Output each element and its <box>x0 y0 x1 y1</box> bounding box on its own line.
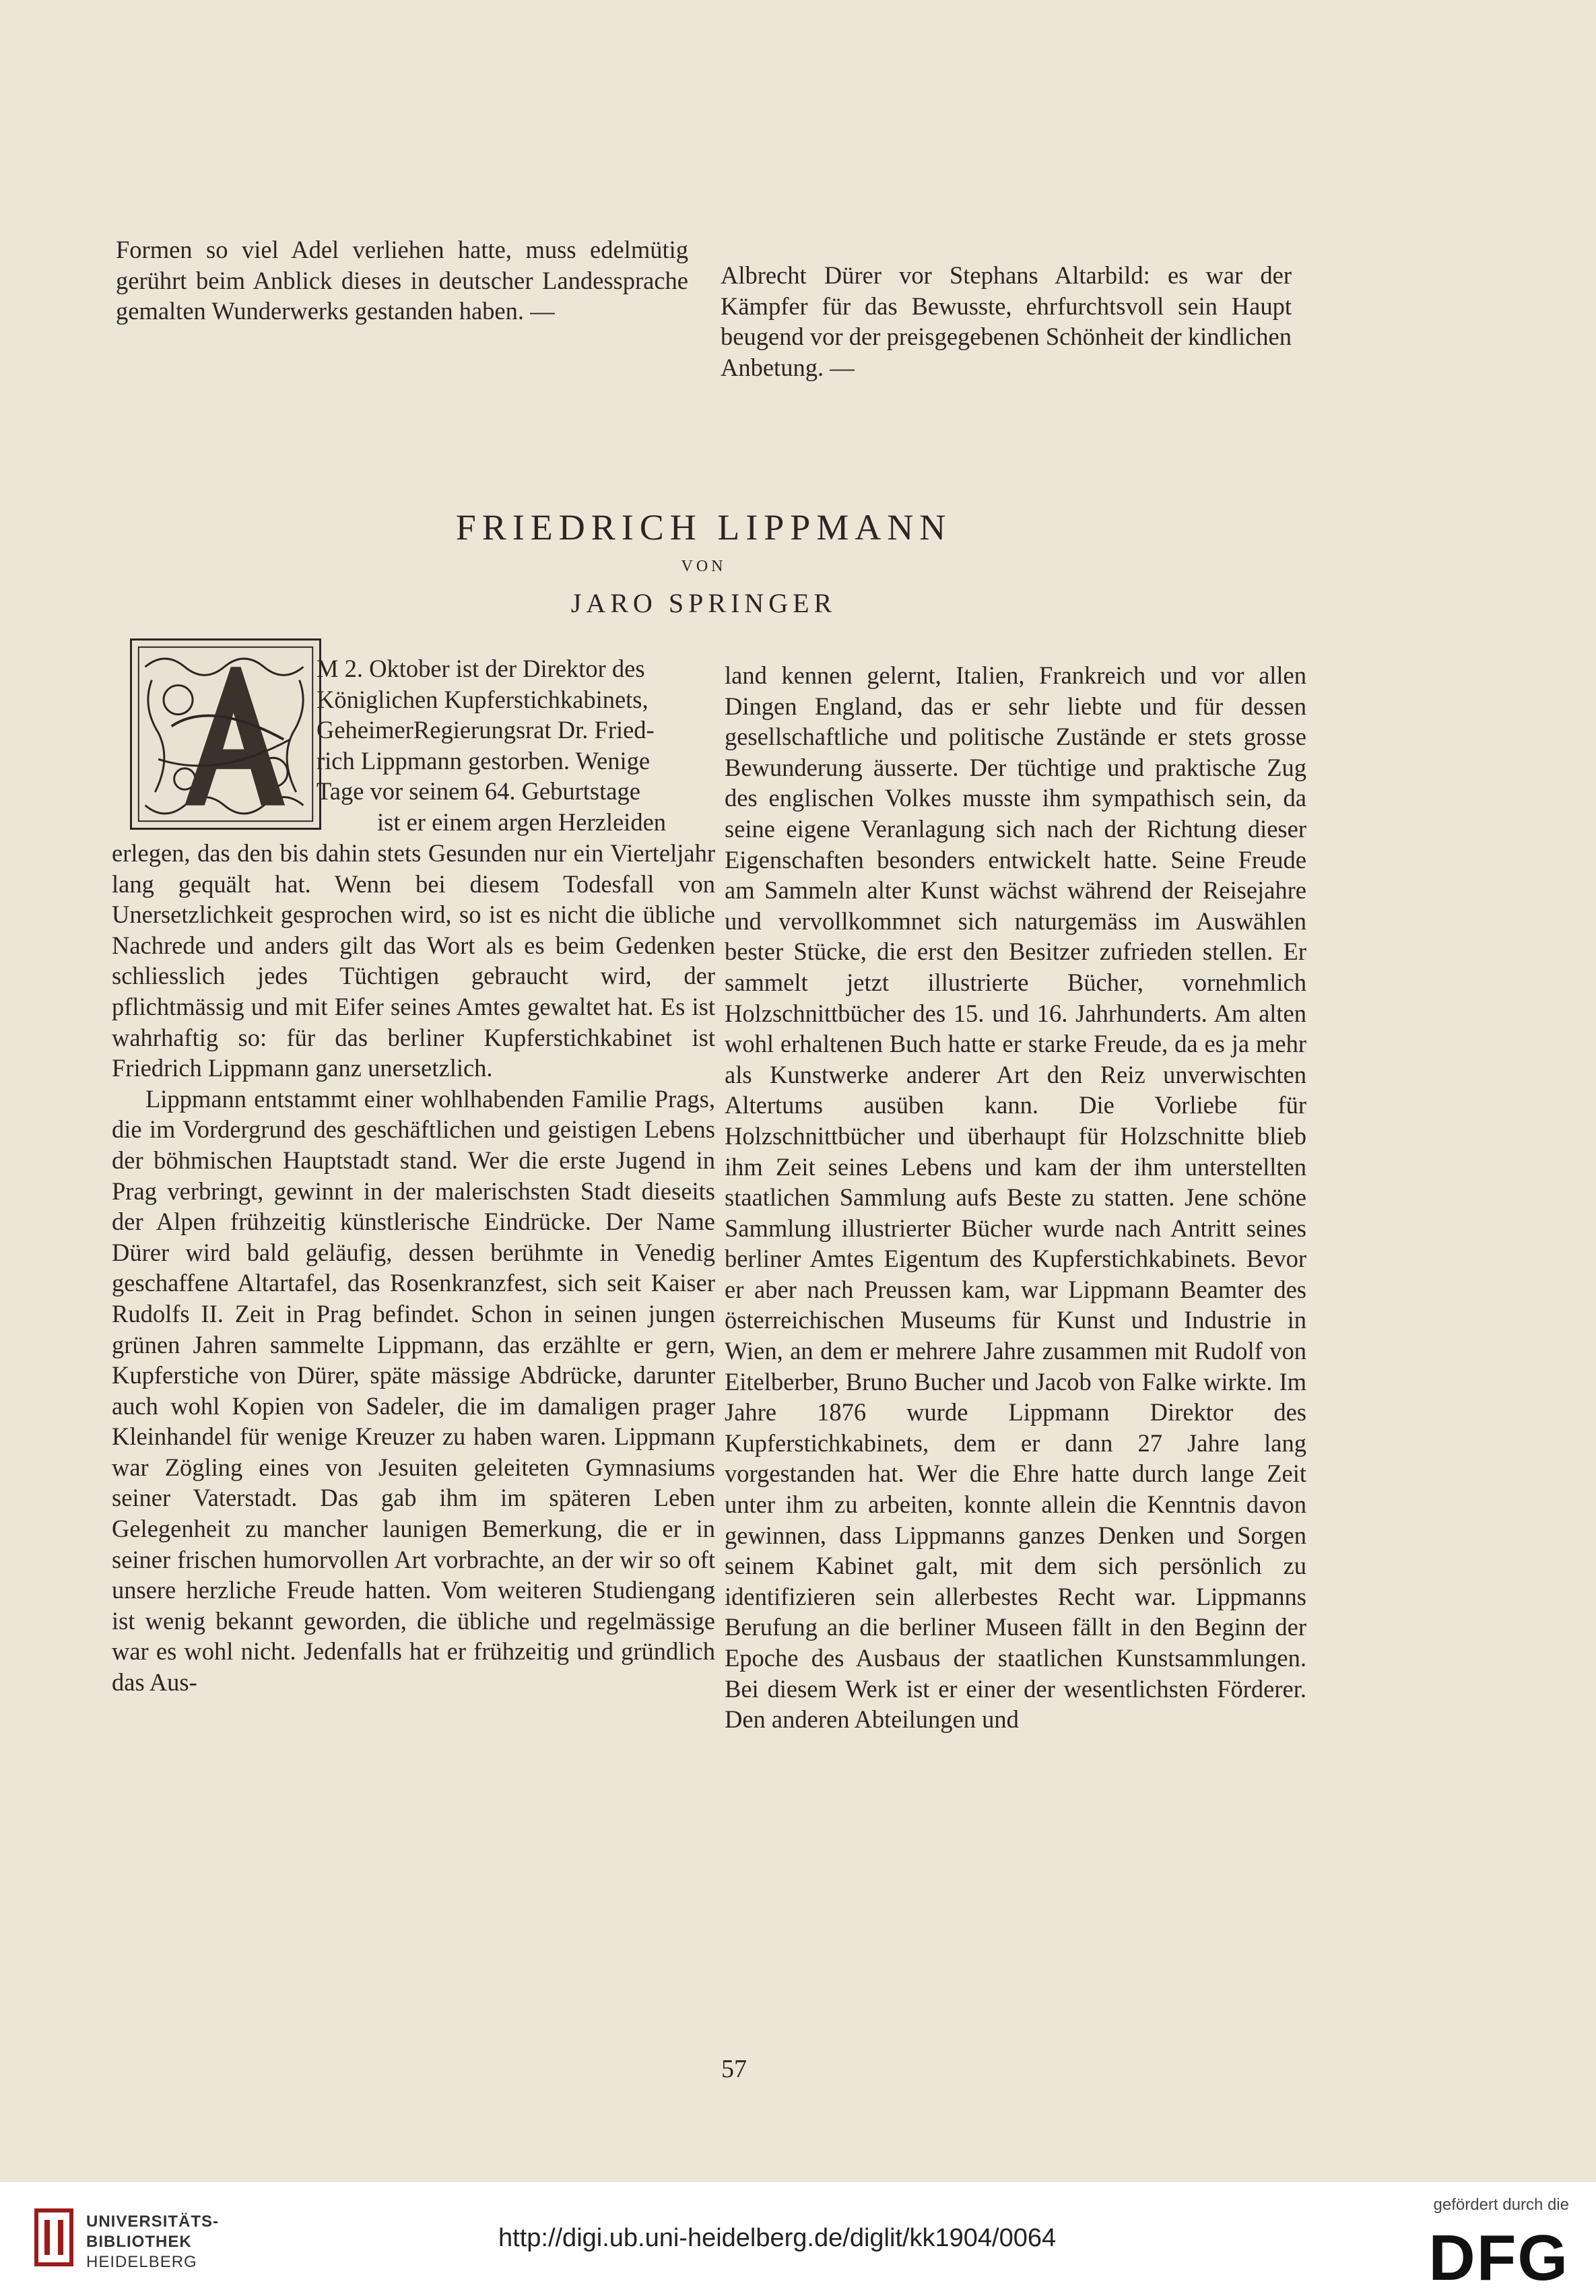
top-left-paragraph <box>116 234 688 327</box>
drop-line: ist er einem argen Herzleiden <box>377 808 667 836</box>
drop-line: GeheimerRegierungsrat Dr. Fried- <box>317 716 655 744</box>
source-url-link[interactable]: http://digi.ub.uni-heidelberg.de/diglit/kk1904/0064 <box>498 2224 1057 2252</box>
digitization-footer <box>0 2182 1596 2296</box>
left-paragraph-2: Lippmann entstammt einer wohlhabenden Familie Prags, die im Vordergrund des geschäftlichen und geistigen Lebens der böhmischen Hauptstadt stand. Wer die erste Jugend in Prag verbringt, gewinnt in der malerischsten Stadt dieseits der Alpen frühzeitig künstlerische Eindrücke. Der Name Dürer wird bald geläufig, dessen berühmte in Venedig geschaffene Altartafel, das Rosenkranzfest, sich seit Kaiser Rudolfs II. Zeit in Prag befindet. Schon in seinen jungen grünen Jahren sammelte Lippmann, das erzählte er gern, Kupferstiche von Dürer, späte mässige Abdrücke, darunter auch wohl Kopien von Sadeler, die im damaligen prager Kleinhandel für wenige Kreuzer zu haben waren. Lippmann war Zögling eines von Jesuiten geleiteten Gymnasiums seiner Vaterstadt. Das gab ihm im späteren Leben Gelegenheit zu mancher launigen Bemerkung, die er in seiner frischen humorvollen Art vorbrachte, an der wir so oft unsere herzliche Freude hatten. Vom weiteren Studiengang ist wenig bekannt geworden, die übliche und regelmässige war es wohl nicht. Jedenfalls hat er frühzeitig und gründlich das Aus- <box>112 1084 715 1697</box>
article-title: FRIEDRICH LIPPMANN <box>455 507 952 548</box>
ornamental-initial <box>130 638 321 830</box>
page-number: 57 <box>721 2055 747 2083</box>
left-paragraph-1: erlegen, das den bis dahin stets Gesunden nur ein Vierteljahr lang gequält hat. Wenn bei diesem Todesfall von Unersetzlichkeit gesprochen wird, so ist es nicht die übliche Nachrede und anders gilt das Wort als es beim Gedenken schliesslich jedes Tüchtigen gebraucht wird, der pflichtmässig und mit Eifer seines Amtes gewaltet hat. Es ist wahrhaftig so: für das berliner Kupferstichkabinet ist Friedrich Lippmann ganz unersetzlich. <box>112 839 715 1082</box>
library-line: HEIDELBERG <box>86 2253 197 2271</box>
right-column <box>725 660 1306 1735</box>
library-line: BIBLIOTHEK <box>86 2233 192 2251</box>
article-von: VON <box>681 558 727 575</box>
library-line: UNIVERSITÄTS- <box>86 2212 220 2231</box>
funded-by-label: gefördert durch die <box>1433 2196 1569 2214</box>
library-name <box>86 2212 219 2272</box>
drop-line: Tage vor seinem 64. Geburtstage <box>317 777 640 806</box>
drop-cap-lines <box>317 653 714 838</box>
drop-line: Königlichen Kupferstichkabinets, <box>317 685 649 713</box>
top-right-text: Albrecht Dürer vor Stephans Altarbild: es war der Kämpfer für das Bewusste, ehrfurchtsvoll sein Haupt beugend vor der preisgegebenen Schönheit der kindlichen Anbetung. — <box>721 261 1292 381</box>
drop-line: M 2. Oktober ist der Direktor des <box>317 655 645 682</box>
initial-a-icon <box>132 641 319 828</box>
left-column <box>112 838 715 1698</box>
top-right-paragraph <box>721 260 1292 383</box>
right-paragraph: land kennen gelernt, Italien, Frankreich und vor allen Dingen England, das er sehr liebte und für dessen gesellschaftliche und politische Zustände er stets grosse Bewunderung äusserte. Der tüchtige und praktische Zug des englischen Volkes musste ihm sympathisch sein, da seine eigene Veranlagung sich nach der Richtung dieser Eigenschaften besonders entwickelt hatte. Seine Freude am Sammeln alter Kunst wächst während der Reisejahre und vervollkommnet sich naturgemäss im Auswählen bester Stücke, die erst den Besitzer zufrieden stellen. Er sammelt jetzt illustrierte Bücher, vornehmlich Holzschnittbücher des 15. und 16. Jahrhunderts. Am alten wohl erhaltenen Buch hatte er starke Freude, da es ja mehr als Kunstwerke anderer Art den Reiz unverwischten Altertums ausüben kann. Die Vorliebe für Holzschnittbücher und überhaupt für Holzschnitte blieb ihm Zeit seines Lebens und kam der ihm unterstellten staatlichen Sammlung aufs Beste zu statten. Jene schöne Sammlung illustrierter Bücher wurde nach Antritt seines berliner Amtes Eigentum des Kupferstichkabinets. Bevor er aber nach Preussen kam, war Lippmann Beamter des österreichischen Museums für Kunst und Industrie in Wien, an dem er mehrere Jahre zusammen mit Rudolf von Eitelberber, Bruno Bucher und Jacob von Falke wirkte. Im Jahre 1876 wurde Lippmann Direktor des Kupferstichkabinets, dem er dann 27 Jahre lang vorgestanden hat. Wer die Ehre hatte durch lange Zeit unter ihm zu arbeiten, konnte allein die Kenntnis davon gewinnen, dass Lippmanns ganzes Denken und Sorgen seinem Kabinet galt, mit dem sich persönlich zu identifizieren sein allerbestes Recht war. Lippmanns Berufung an die berliner Museen fällt in den Beginn der Epoche des Ausbaus der staatlichen Kunstsammlungen. Bei diesem Werk ist er einer der wesentlichsten Förderer. Den anderen Abteilungen und <box>725 661 1306 1734</box>
article-author: JARO SPRINGER <box>570 588 837 618</box>
drop-line: rich Lippmann gestorben. Wenige <box>317 746 651 775</box>
university-library-logo-icon <box>32 2206 75 2274</box>
dfg-logo: DFG <box>1428 2222 1569 2294</box>
top-left-text: Formen so viel Adel verliehen hatte, muss edelmütig gerührt beim Anblick dieses in deutscher Landessprache gemalten Wunderwerks gestanden haben. — <box>116 236 688 325</box>
